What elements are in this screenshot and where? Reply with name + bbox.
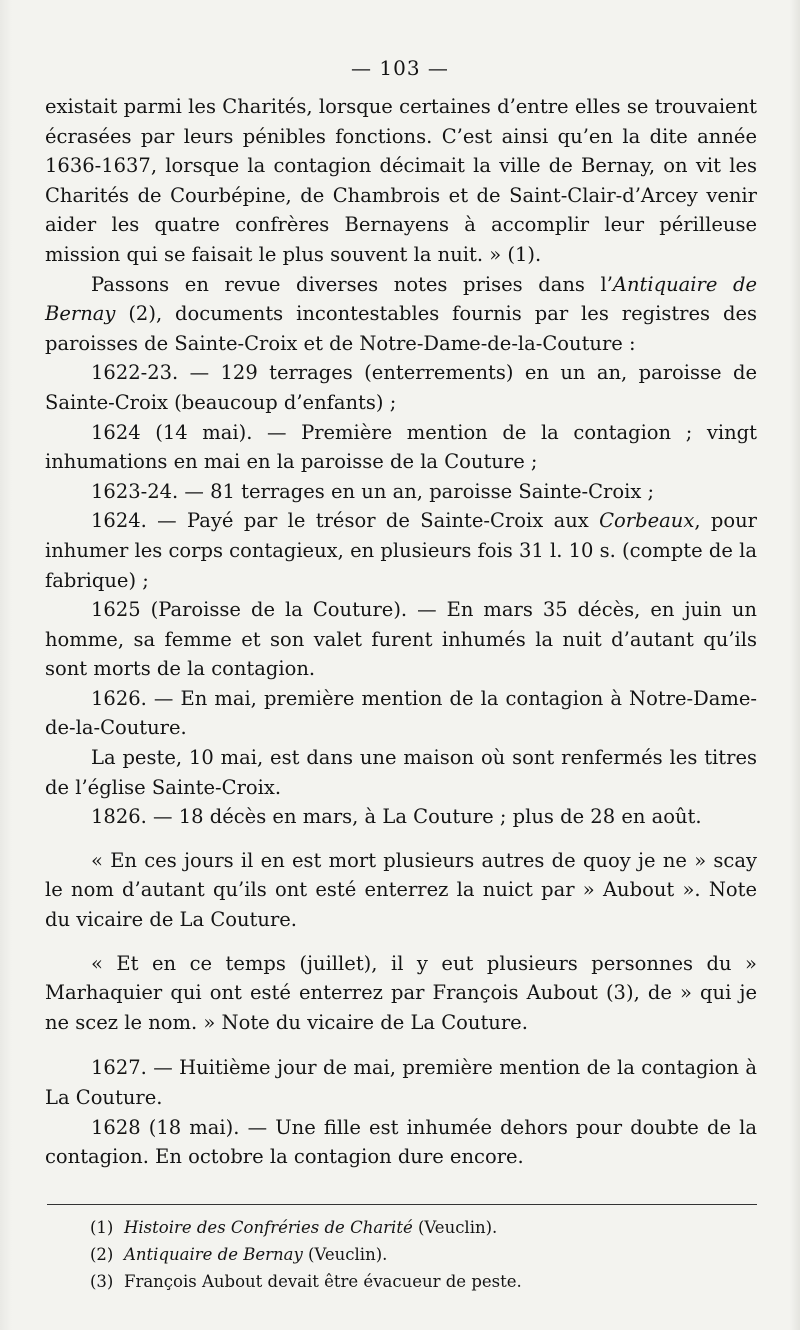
text-run: 1624. — Payé par le trésor de Sainte-Croix aux: [91, 509, 600, 533]
footnote-text: (Veuclin).: [412, 1218, 498, 1237]
footnote-title: Antiquaire de Bernay: [124, 1245, 303, 1264]
paragraph: [45, 92, 757, 270]
italic-title: Antiquaire de Bernay: [45, 272, 757, 326]
footnote-separator: [47, 1204, 757, 1205]
text-run: 1625 (Paroisse de la Couture). — En mars 35 décès, en juin un homme, sa femme et son valet furent inhumés la nuit d’autant qu’ils sont morts de la contagion.: [45, 598, 757, 681]
paragraph: [45, 802, 757, 832]
text-run: 1624 (14 mai). — Première mention de la contagion ; vingt inhumations en mai en la paroisse de la Couture ;: [45, 420, 757, 474]
paragraph: [45, 743, 757, 802]
paragraph: [45, 846, 757, 935]
paragraph: [45, 1113, 757, 1172]
paragraph: [45, 595, 757, 684]
footnote-number: (1): [90, 1218, 114, 1237]
paragraph: [45, 684, 757, 743]
footnote-text: (Veuclin).: [302, 1245, 388, 1264]
footnote: [90, 1268, 770, 1295]
text-run: 1627. — Huitième jour de mai, première mention de la contagion à La Couture.: [45, 1056, 757, 1109]
paragraph: [45, 949, 757, 1038]
body-text: [45, 92, 757, 1172]
text-run: 1626. — En mai, première mention de la contagion à Notre-Dame-de-la-Couture.: [45, 686, 757, 740]
text-run: Passons en revue diverses notes prises dans l’: [91, 272, 613, 296]
footnote-number: (2): [90, 1245, 114, 1264]
paragraph: [45, 1053, 757, 1112]
footnote: [90, 1214, 770, 1241]
italic-title: Corbeaux: [599, 509, 695, 533]
footnote: [90, 1241, 770, 1268]
paragraph: [45, 358, 757, 417]
footnotes: [90, 1214, 770, 1295]
text-run: « Et en ce temps (juillet), il y eut plusieurs personnes du » Marhaquier qui ont esté enterrez par François Aubout (3), de » qui je ne scez le nom. » Note du vicaire de La Couture.: [45, 951, 757, 1034]
text-run: , pour inhumer les corps contagieux, en plusieurs fois 31 l. 10 s. (compte de la fabrique) ;: [45, 509, 757, 592]
paragraph: [45, 506, 757, 595]
text-run: 1622-23. — 129 terrages (enterrements) en un an, paroisse de Sainte-Croix (beaucoup d’enfants) ;: [45, 361, 757, 414]
text-run: existait parmi les Charités, lorsque certaines d’entre elles se trouvaient écrasées par leurs pénibles fonctions. C’est ainsi qu’en la dite année 1636-1637, lorsque la contagion décimait la ville de Bernay, on vit les Charités de Courbépine, de Chambrois et de Saint-Clair-d’Arcey venir aider les quatre confrères Bernayens à accomplir leur périlleuse mission qui se faisait le plus souvent la nuit. » (1).: [45, 95, 757, 266]
text-run: 1826. — 18 décès en mars, à La Couture ; plus de 28 en août.: [91, 805, 702, 829]
footnote-text: François Aubout devait être évacueur de peste.: [124, 1272, 522, 1291]
text-run: (2), documents incontestables fournis par les registres des paroisses de Sainte-Croix et de Notre-Dame-de-la-Couture :: [45, 302, 757, 355]
text-run: « En ces jours il en est mort plusieurs autres de quoy je ne » scay le nom d’autant qu’ils ont esté enterrez la nuict par » Aubout ». Note du vicaire de La Couture.: [45, 848, 757, 932]
paragraph: [45, 418, 757, 477]
text-run: 1623-24. — 81 terrages en un an, paroisse Sainte-Croix ;: [91, 479, 655, 503]
page-number: — 103 —: [351, 56, 449, 80]
text-run: La peste, 10 mai, est dans une maison où sont renfermés les titres de l’église Sainte-Croix.: [45, 746, 757, 799]
paragraph: [45, 477, 757, 507]
footnote-title: Histoire des Confréries de Charité: [124, 1218, 413, 1237]
paragraph: [45, 270, 757, 359]
footnote-number: (3): [90, 1272, 114, 1291]
text-run: 1628 (18 mai). — Une fille est inhumée dehors pour doubte de la contagion. En octobre la contagion dure encore.: [45, 1115, 757, 1169]
